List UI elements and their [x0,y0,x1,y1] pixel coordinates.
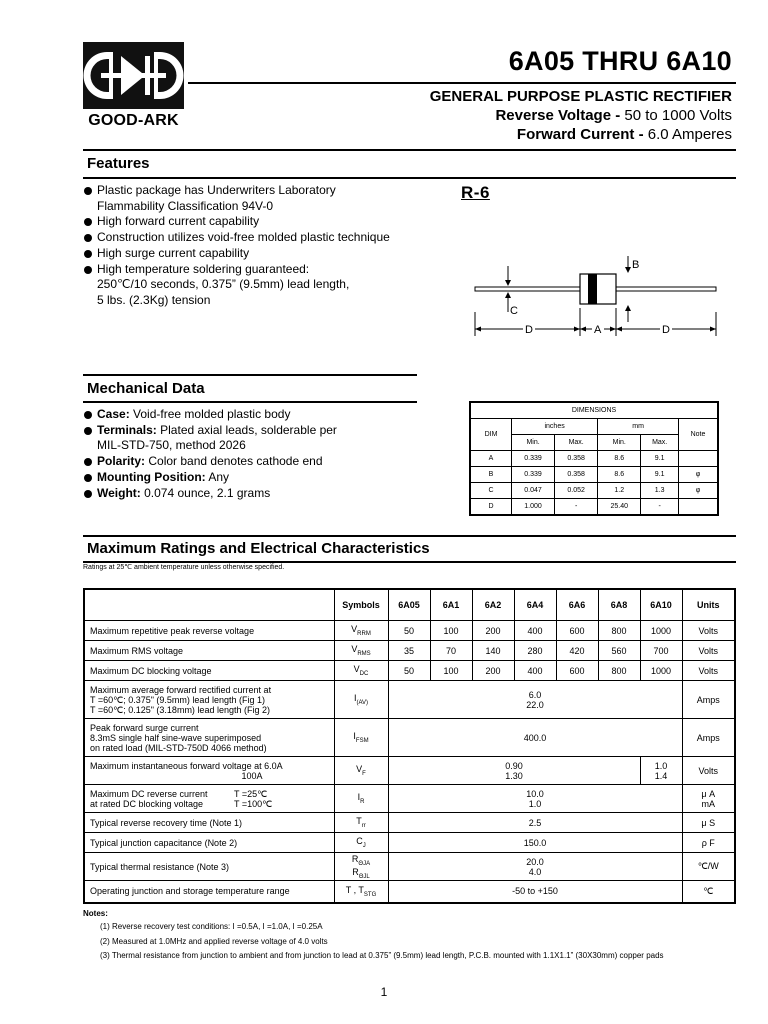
ratings-note: Ratings at 25℃ ambient temperature unless otherwise specified. [83,564,285,571]
mechanical-item: Case: Void-free molded plastic body [84,407,464,423]
bullet-icon [84,218,92,226]
forward-current-label: Forward Current - [516,126,644,143]
dim-d-label-left: D [525,324,533,336]
table-row: Maximum repetitive peak reverse voltage $V_{RRM}$ 50 100 200 400 600 800 1000 Volts [84,621,735,641]
feature-item: High surge current capability [84,246,464,262]
min-header: Min. [598,435,641,451]
table-row: C 0.047 0.052 1.2 1.3 φ [470,483,718,499]
table-row: A 0.339 0.358 8.6 9.1 [470,451,718,467]
reverse-voltage-value: 50 to 1000 Volts [624,107,732,124]
feature-item: High temperature soldering guaranteed: [84,262,464,278]
bullet-icon [84,187,92,195]
table-row: Maximum average forward rectified current at T =60℃; 0.375" (9.5mm) lead length (Fig 1) T =60℃; 0.125" (3.18mm) lead length (Fig 2) $I_{(AV)}$ 6.0 22.0 Amps [84,681,735,719]
mechanical-rule [83,401,417,403]
device-subtitle: GENERAL PURPOSE PLASTIC RECTIFIER [429,88,732,105]
header-divider [188,82,736,84]
bullet-icon [84,234,92,242]
feature-item-cont: 250℃/10 seconds, 0.375” (9.5mm) lead length, [97,277,350,292]
table-header-row: Symbols 6A05 6A1 6A2 6A4 6A6 6A8 6A10 Units [84,589,735,621]
ratings-table [83,588,736,904]
table-row: D 1.000 - 25.40 - [470,499,718,516]
package-outline-drawing [470,252,720,342]
header-bottom-rule [83,149,736,151]
good-ark-logo [83,42,184,109]
notes-heading: Notes: [83,909,108,918]
feature-item-cont: Flammability Classification 94V-0 [97,198,274,213]
dimensions-table [469,401,719,516]
max-header: Max. [555,435,598,451]
reverse-voltage-label: Reverse Voltage - [495,107,621,124]
max-header: Max. [641,435,679,451]
brand-name: GOOD-ARK [88,112,179,129]
mechanical-top-rule [83,374,417,376]
bullet-icon [84,474,92,482]
bullet-icon [84,490,92,498]
table-row: Maximum instantaneous forward voltage at 6.0A 100A $V_F$ 0.90 1.30 1.0 1.4 Volts [84,757,735,785]
ratings-top-rule [83,535,736,537]
dimensions-title: DIMENSIONS [470,402,718,419]
bullet-icon [84,427,92,435]
mechanical-item-cont: MIL-STD-750, method 2026 [97,438,246,453]
features-heading: Features [87,155,150,172]
dim-header: DIM [470,419,512,451]
min-header: Min. [512,435,555,451]
note-header: Note [679,419,719,451]
table-row: Typical reverse recovery time (Note 1) $T_{rr}$ 2.5 μ S [84,813,735,833]
page-title: 6A05 THRU 6A10 [508,46,732,76]
table-row: Maximum RMS voltage $V_{RMS}$ 35 70 140 280 420 560 700 Volts [84,641,735,661]
ratings-heading: Maximum Ratings and Electrical Characteristics [87,540,430,557]
note-item: (2) Measured at 1.0MHz and applied reverse voltage of 4.0 volts [100,937,328,946]
forward-current-line [517,126,732,143]
package-name: R-6 [461,183,490,202]
mechanical-item: Terminals: Plated axial leads, solderable per [84,423,464,439]
dim-d-label-right: D [662,324,670,336]
table-row: B 0.339 0.358 8.6 9.1 φ [470,467,718,483]
feature-item: Construction utilizes void-free molded plastic technique [84,230,464,246]
features-rule [83,177,736,179]
reverse-voltage-line [495,107,732,124]
note-item: (3) Thermal resistance from junction to ambient and from junction to lead at 0.375” (9.5mm) lead length, P.C.B. mounted with 1.1X1.1” (30X30mm) copper pads [100,951,664,960]
mechanical-item: Mounting Position: Any [84,470,464,486]
mm-header: mm [598,419,679,435]
feature-item: High forward current capability [84,214,464,230]
page-number: 1 [380,985,388,999]
table-row: Typical thermal resistance (Note 3) $R_{\Theta JA}$ $R_{\Theta JL}$ 20.0 4.0 ℃/W [84,853,735,881]
forward-current-value: 6.0 Amperes [647,126,732,143]
mechanical-list [84,407,464,501]
table-row: Maximum DC blocking voltage $V_{DC}$ 50 100 200 400 600 800 1000 Volts [84,661,735,681]
features-list [84,183,464,309]
dim-c-label: C [510,305,518,317]
bullet-icon [84,266,92,274]
table-row: Maximum DC reverse current T =25℃ at rated DC blocking voltage T =100℃ $I_R$ 10.0 1.0 μ A mA [84,785,735,813]
table-row: Typical junction capacitance (Note 2) $C_J$ 150.0 ρ F [84,833,735,853]
mechanical-item: Polarity: Color band denotes cathode end [84,454,464,470]
feature-item-cont: 5 lbs. (2.3Kg) tension [97,292,211,307]
dim-a-label: A [594,324,602,336]
mechanical-item: Weight: 0.074 ounce, 2.1 grams [84,486,464,502]
table-row: Operating junction and storage temperature range T , $T_{STG}$ -50 to +150 ℃ [84,881,735,903]
inches-header: inches [512,419,598,435]
bullet-icon [84,458,92,466]
feature-item: Plastic package has Underwriters Laboratory [84,183,464,199]
table-row: Peak forward surge current 8.3mS single half sine-wave superimposed on rated load (MIL-STD-750D 4066 method) $I_{FSM}$ 400.0 Amps [84,719,735,757]
bullet-icon [84,250,92,258]
mechanical-heading: Mechanical Data [87,380,205,397]
dim-b-label: B [632,259,640,271]
note-item: (1) Reverse recovery test conditions: I =0.5A, I =1.0A, I =0.25A [100,922,323,931]
bullet-icon [84,411,92,419]
